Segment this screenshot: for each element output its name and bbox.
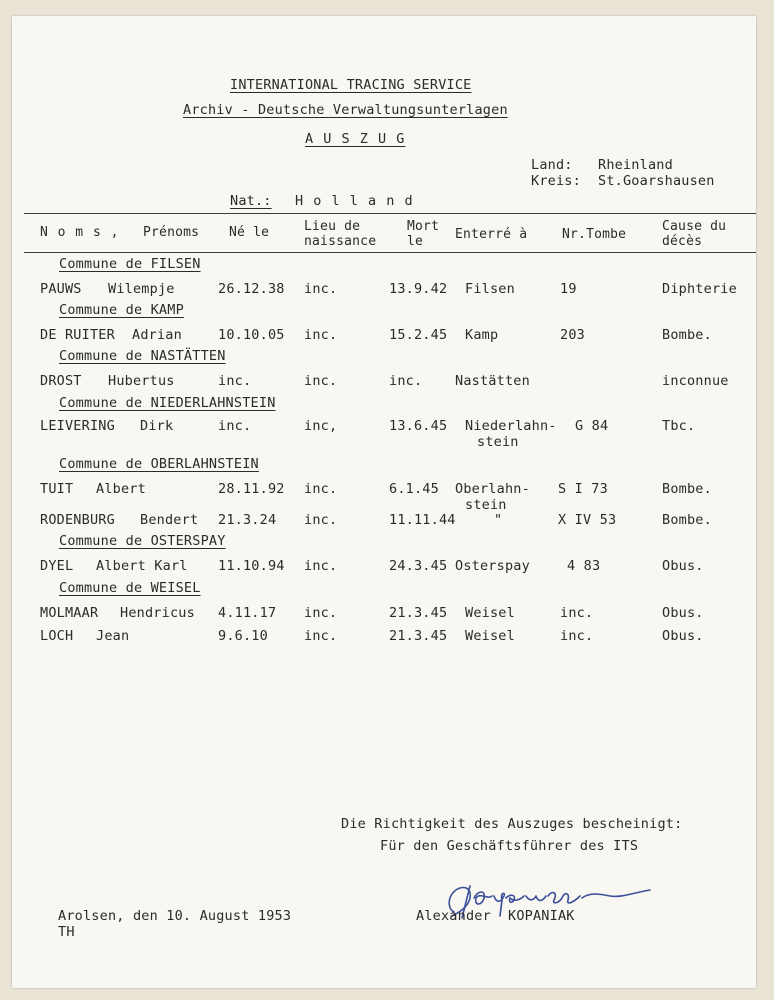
cell-ne: 10.10.05 — [218, 327, 285, 343]
cell-mort: 21.3.45 — [389, 605, 448, 621]
col-header-ne-le: Né le — [229, 225, 270, 240]
commune-heading: Commune de NIEDERLAHNSTEIN — [59, 395, 276, 411]
cell-prenom: Albert — [96, 481, 146, 497]
cell-lieu: inc. — [304, 373, 338, 389]
cell-cause: Tbc. — [662, 418, 696, 434]
cell-enterre: Kamp — [465, 327, 499, 343]
cell-prenom: Hendricus — [120, 605, 195, 621]
typist-initials: TH — [58, 924, 75, 940]
cell-tombe: 4 83 — [567, 558, 601, 574]
cell-lieu: inc. — [304, 558, 338, 574]
cell-cause: Obus. — [662, 605, 704, 621]
cell-prenom: Hubertus — [108, 373, 175, 389]
cell-ne: 9.6.10 — [218, 628, 268, 644]
cell-ne: 28.11.92 — [218, 481, 285, 497]
cell-enterre: Filsen — [465, 281, 515, 297]
cell-tombe: inc. — [560, 605, 594, 621]
cell-lieu: inc. — [304, 628, 338, 644]
cell-nom: MOLMAAR — [40, 605, 99, 621]
cell-mort: 21.3.45 — [389, 628, 448, 644]
cell-enterre: Weisel — [465, 605, 515, 621]
col-header-lieu-2: naissance — [304, 234, 377, 249]
col-header-mort-2: le — [407, 234, 424, 249]
cell-tombe: S I 73 — [558, 481, 608, 497]
cell-ne: 21.3.24 — [218, 512, 277, 528]
col-header-lieu-1: Lieu de — [304, 219, 361, 234]
header-rule-bottom — [24, 252, 756, 253]
nationality-value: H o l l a n d — [295, 193, 414, 209]
cell-nom: DROST — [40, 373, 82, 389]
cell-cause: Diphterie — [662, 281, 737, 297]
kreis-value: St.Goarshausen — [598, 173, 715, 189]
cell-ne: 11.10.94 — [218, 558, 285, 574]
cell-enterre: Oberlahn- — [455, 481, 530, 497]
cell-ne: inc. — [218, 418, 252, 434]
cell-mort: inc. — [389, 373, 423, 389]
header-rule-top — [24, 213, 756, 214]
cell-mort: 13.9.42 — [389, 281, 448, 297]
signer-last-name: KOPANIAK — [508, 908, 575, 924]
land-label: Land: — [531, 157, 573, 173]
cell-enterre-cont: stein — [465, 497, 507, 513]
cell-enterre: Weisel — [465, 628, 515, 644]
cell-prenom: Jean — [96, 628, 130, 644]
cell-mort: 11.11.44 — [389, 512, 456, 528]
col-header-cause-1: Cause du — [662, 219, 727, 234]
cell-tombe: 19 — [560, 281, 577, 297]
cell-lieu: inc. — [304, 327, 338, 343]
cell-nom: LEIVERING — [40, 418, 115, 434]
cell-ne: 26.12.38 — [218, 281, 285, 297]
kreis-label: Kreis: — [531, 173, 581, 189]
cell-enterre: Niederlahn- — [465, 418, 557, 434]
cell-lieu: inc. — [304, 605, 338, 621]
header-organization: INTERNATIONAL TRACING SERVICE — [230, 77, 472, 93]
cell-tombe: 203 — [560, 327, 585, 343]
document-page — [12, 16, 756, 988]
cell-prenom: Wilempje — [108, 281, 175, 297]
cell-tombe: G 84 — [575, 418, 609, 434]
cell-lieu: inc. — [304, 512, 338, 528]
cell-nom: DYEL — [40, 558, 74, 574]
commune-heading: Commune de FILSEN — [59, 256, 201, 272]
cell-cause: Bombe. — [662, 327, 712, 343]
cell-nom: RODENBURG — [40, 512, 115, 528]
cell-mort: 6.1.45 — [389, 481, 439, 497]
cell-mort: 24.3.45 — [389, 558, 448, 574]
cell-nom: TUIT — [40, 481, 74, 497]
cell-enterre: " — [494, 512, 503, 528]
cell-cause: Bombe. — [662, 512, 712, 528]
cell-lieu: inc. — [304, 281, 338, 297]
certification-line-2: Für den Geschäftsführer des ITS — [380, 838, 639, 854]
signer-first-name: Alexander — [416, 908, 491, 924]
cell-enterre: Nastätten — [455, 373, 530, 389]
cell-cause: Bombe. — [662, 481, 712, 497]
commune-heading: Commune de OSTERSPAY — [59, 533, 226, 549]
header-archive: Archiv - Deutsche Verwaltungsunterlagen — [183, 102, 508, 118]
col-header-tombe: Nr.Tombe — [562, 227, 627, 242]
cell-prenom: Dirk — [140, 418, 174, 434]
cell-mort: 15.2.45 — [389, 327, 448, 343]
cell-enterre-cont: stein — [477, 434, 519, 450]
land-value: Rheinland — [598, 157, 673, 173]
commune-heading: Commune de NASTÄTTEN — [59, 348, 226, 364]
nationality-label: Nat.: — [230, 193, 272, 209]
cell-mort: 13.6.45 — [389, 418, 448, 434]
cell-nom: PAUWS — [40, 281, 82, 297]
cell-nom: DE RUITER — [40, 327, 115, 343]
col-header-prenoms: Prénoms — [143, 225, 200, 240]
cell-lieu: inc, — [304, 418, 338, 434]
cell-enterre: Osterspay — [455, 558, 530, 574]
place-and-date: Arolsen, den 10. August 1953 — [58, 908, 292, 924]
cell-cause: inconnue — [662, 373, 729, 389]
cell-lieu: inc. — [304, 481, 338, 497]
commune-heading: Commune de OBERLAHNSTEIN — [59, 456, 259, 472]
col-header-enterre: Enterré à — [455, 227, 528, 242]
cell-tombe: X IV 53 — [558, 512, 617, 528]
commune-heading: Commune de KAMP — [59, 302, 184, 318]
col-header-noms: N o m s , — [40, 225, 120, 240]
document-title: A U S Z U G — [305, 131, 406, 147]
cell-cause: Obus. — [662, 558, 704, 574]
cell-nom: LOCH — [40, 628, 74, 644]
cell-cause: Obus. — [662, 628, 704, 644]
certification-line-1: Die Richtigkeit des Auszuges bescheinigt: — [341, 816, 683, 832]
cell-ne: inc. — [218, 373, 252, 389]
commune-heading: Commune de WEISEL — [59, 580, 201, 596]
cell-ne: 4.11.17 — [218, 605, 277, 621]
cell-prenom: Bendert — [140, 512, 199, 528]
col-header-mort-1: Mort — [407, 219, 440, 234]
cell-tombe: inc. — [560, 628, 594, 644]
col-header-cause-2: décès — [662, 234, 703, 249]
cell-prenom: Albert Karl — [96, 558, 188, 574]
cell-prenom: Adrian — [132, 327, 182, 343]
